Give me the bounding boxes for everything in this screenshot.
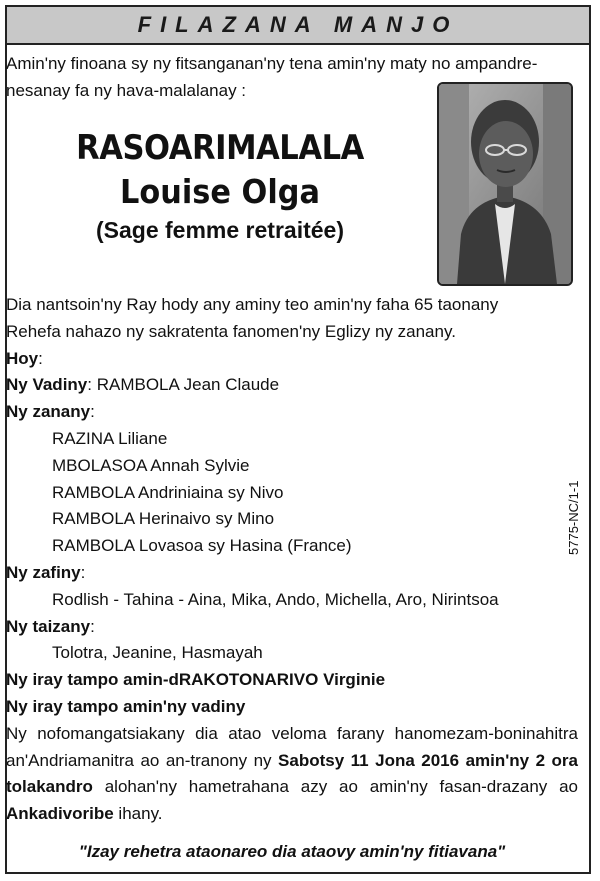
family-line-2: Ny iray tampo amin'ny vadiny (6, 696, 246, 716)
intro-line-2: nesanay fa ny hava-malalanay : (6, 81, 247, 100)
funeral-part-3: ihany. (113, 804, 163, 824)
grandchildren-label: Ny zafiny (6, 562, 81, 582)
portrait-image (439, 84, 571, 284)
child-item: RAMBOLA Herinaivo sy Mino (52, 509, 275, 529)
hoy-suffix: : (38, 348, 43, 368)
funeral-place: Ankadivoribe (6, 804, 114, 824)
notice-header (7, 7, 589, 45)
grandchildren-line (6, 560, 578, 587)
children-label: Ny zanany (6, 402, 91, 422)
reference-code: 5775-NC/1-1 (566, 480, 581, 555)
death-notice-line-1: Dia nantsoin'ny Ray hody any aminy teo amin'ny faha 65 taonany (6, 295, 499, 314)
intro-line-1: Amin'ny finoana sy ny fitsanganan'ny tena amin'ny maty no ampandre- (6, 54, 538, 73)
deceased-profession: (Sage femme retraitée) (96, 217, 344, 243)
closing-quote: "Izay rehetra ataonareo dia ataovy amin'ny fitiavana" (78, 842, 506, 861)
spouse-line (6, 372, 578, 399)
funeral-paragraph (6, 721, 578, 828)
deceased-surname: RASOARIMALALA (76, 128, 364, 168)
death-notice-line-2: Rehefa nahazo ny sakratenta fanomen'ny Eglizy ny zanany. (6, 321, 456, 341)
spouse-value: : RAMBOLA Jean Claude (87, 375, 280, 395)
siblings-suffix: : (90, 616, 95, 636)
siblings-label: Ny taizany (6, 616, 91, 636)
grandchildren-list: Rodlish - Tahina - Aina, Mika, Ando, Michella, Aro, Nirintsoa (52, 589, 499, 609)
spouse-label: Ny Vadiny (6, 375, 88, 395)
child-item: RAMBOLA Andriniaina sy Nivo (52, 482, 284, 502)
header-title: FILAZANA MANJO (137, 12, 459, 37)
children-line (6, 399, 578, 426)
siblings-line (6, 614, 578, 641)
family-line-1: Ny iray tampo amin-dRAKOTONARIVO Virginie (6, 670, 386, 690)
deceased-given-names: Louise Olga (120, 172, 320, 211)
deceased-photo (437, 82, 573, 286)
siblings-list: Tolotra, Jeanine, Hasmayah (52, 643, 263, 663)
funeral-date: Sabotsy 11 Jona 2016 amin'ny 2 ora tolakandro (6, 750, 578, 797)
child-item: MBOLASOA Annah Sylvie (52, 455, 250, 475)
funeral-part-1: Ny nofomangatsiakany dia atao veloma farany hanomezam-boninahitra an'Andriamanitra ao an-tranony ny (6, 723, 578, 770)
children-suffix: : (90, 402, 95, 422)
deceased-name-block (40, 128, 400, 244)
hoy-label: Hoy (6, 348, 39, 368)
grandchildren-suffix: : (80, 562, 86, 582)
hoy-line (6, 346, 578, 373)
notice-body (6, 292, 578, 828)
funeral-part-2: alohan'ny hametrahana azy ao amin'ny fasan-drazany ao (92, 777, 578, 797)
child-item: RAZINA Liliane (52, 428, 168, 448)
child-item: RAMBOLA Lovasoa sy Hasina (France) (52, 536, 352, 556)
